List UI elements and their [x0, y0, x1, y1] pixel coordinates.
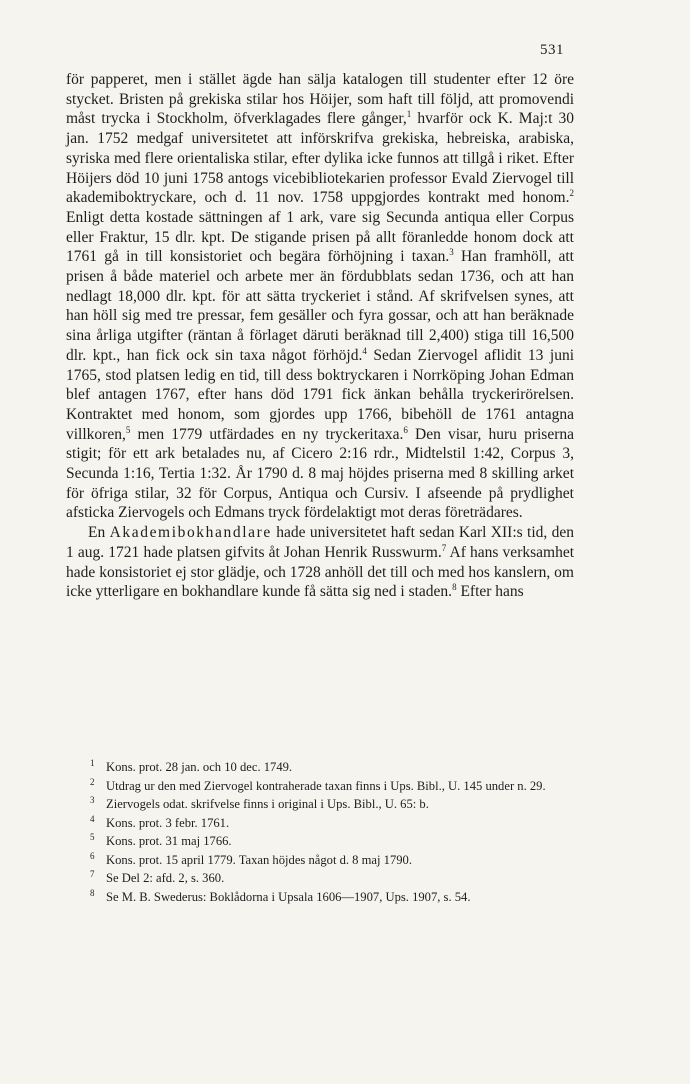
- footnote-text: Utdrag ur den med Ziervogel kontraherade taxan finns i Ups. Bibl., U. 145 under n. 29.: [106, 778, 546, 793]
- footnote-ref: 8: [452, 582, 457, 593]
- footnote-text: Se M. B. Swederus: Boklådorna i Upsala 1606—1907, Ups. 1907, s. 54.: [106, 889, 471, 904]
- text-segment: Af hans verksamhet hade konsistoriet ej stor glädje, och 1728 anhöll det till och med hos kanslern, om icke ytterligare en bokhandlare kunde få sätta sig ned i staden.: [66, 543, 575, 601]
- text-segment: men 1779 utfärdades en ny tryckeritaxa.: [130, 425, 404, 443]
- footnote-5: 5 Kons. prot. 31 maj 1766.: [90, 832, 232, 848]
- footnote-ref: 5: [125, 424, 131, 435]
- spaced-heading-word: Akademibokhandlare: [109, 524, 272, 542]
- text-segment: för papperet, men i stället ägde han sälja katalogen till studenter efter 12 öre stycket. Bristen på grekiska stilar hos Höijer, som haft till följd, att promovendi måst trycka i Stockholm, öfverklagades flere gånger,: [66, 71, 574, 128]
- footnote-6: 6 Kons. prot. 15 april 1779. Taxan höjdes något d. 8 maj 1790.: [90, 850, 412, 867]
- footnote-ref: 2: [569, 188, 574, 199]
- text-segment: Enligt detta kostade sättningen af 1 ark, vare sig Secunda antiqua eller Corpus eller Fraktur, 15 dlr. kpt. De stigande prisen på allt föranledde honom dock att 1761 gå in till konsistoriet och begära förhöjning i taxan.: [66, 208, 574, 266]
- text-segment: Han framhöll, att prisen å både materiel och arbete mer än fördubblats sedan 1736, och att han nedlagt 18,000 dlr. kpt. för att sätta tryckeriet i stånd. Af skrifvelsen synes, att han höll sig med tre pressar, fem gesäller och fyra gossar, och att han beräknade sina årliga utgifter (räntan å förlaget däruti beräknad till 2,400) stiga till 16,500 dlr. kpt., han fick ock sin taxa något förhöjd.: [66, 248, 574, 364]
- footnotes: [66, 758, 574, 906]
- text-segment: Efter hans: [456, 583, 524, 601]
- text-segment: Sedan Ziervogel aflidit 13 juni 1765, stod platsen ledig en tid, till dess boktryckaren i Norrköping Johan Edman blef antagen 1767, efter hans död 1791 fick änkan behålla tryckerirörelsen. Kontraktet med honom, som gjordes upp 1766, bibehöll de 1761 antagna villkoren,: [66, 346, 575, 443]
- footnote-3: 3 Ziervogels odat. skrifvelse finns i original i Ups. Bibl., U. 65: b.: [90, 795, 429, 811]
- page-number: 531: [540, 42, 564, 58]
- footnote-8: 8 Se M. B. Swederus: Boklådorna i Upsala 1606—1907, Ups. 1907, s. 54.: [90, 887, 471, 904]
- text-segment: hade universitetet haft sedan Karl XII:s tid, den 1 aug. 1721 hade platsen gifvits åt Johan Henrik Russwurm.: [66, 524, 575, 561]
- footnote-ref: 4: [362, 345, 367, 356]
- text-segment: En: [88, 524, 110, 542]
- footnote-ref: 6: [403, 424, 408, 435]
- footnote-text: Kons. prot. 15 april 1779. Taxan höjdes något d. 8 maj 1790.: [106, 852, 412, 867]
- text-segment: hvarför ock K. Maj:t 30 jan. 1752 medgaf universitetet att införskrifva grekiska, hebreiska, arabiska, syriska med flere orientaliska stilar, efter dylika icke funnos att tillgå i riket. Efter Höijers död 10 juni 1758 antogs vicebibliotekarien professor Evald Ziervogel till akademiboktryckare, och d. 11 nov. 1758 uppgjordes kontrakt med honom.: [66, 110, 574, 207]
- footnote-7: 7 Se Del 2: afd. 2, s. 360.: [90, 869, 225, 885]
- footnote-text: Kons. prot. 3 febr. 1761.: [106, 815, 230, 830]
- footnote-text: Kons. prot. 31 maj 1766.: [106, 834, 232, 848]
- footnote-ref: 7: [441, 542, 447, 553]
- footnote-text: Ziervogels odat. skrifvelse finns i original i Ups. Bibl., U. 65: b.: [106, 797, 429, 811]
- footnote-4: 4 Kons. prot. 3 febr. 1761.: [90, 813, 230, 830]
- footnote-ref: 1: [406, 109, 412, 120]
- footnote-ref: 3: [449, 247, 454, 258]
- paragraph-2: [66, 523, 574, 602]
- footnote-2: 2 Utdrag ur den med Ziervogel kontraherade taxan finns i Ups. Bibl., U. 145 under n. 29.: [90, 776, 546, 793]
- text-segment: Den visar, huru priserna stigit; för ett ark betalades nu, af Cicero 2:16 rdr., Midtelstil 1:42, Corpus 3, Secunda 1:16, Tertia 1:32. År 1790 d. 8 maj höjdes priserna med 8 skilling arket för öfriga stilar, 32 för Corpus, Antiqua och Cursiv. I afseende på prydlighet afsticka Ziervogels och Edmans tryck fördelaktigt mot deras företrädares.: [66, 425, 574, 522]
- footnote-text: Kons. prot. 28 jan. och 10 dec. 1749.: [106, 760, 293, 774]
- body-text: [66, 70, 574, 602]
- paragraph-1: [66, 70, 574, 523]
- footnote-text: Se Del 2: afd. 2, s. 360.: [106, 871, 225, 885]
- footnote-1: 1 Kons. prot. 28 jan. och 10 dec. 1749.: [90, 758, 293, 774]
